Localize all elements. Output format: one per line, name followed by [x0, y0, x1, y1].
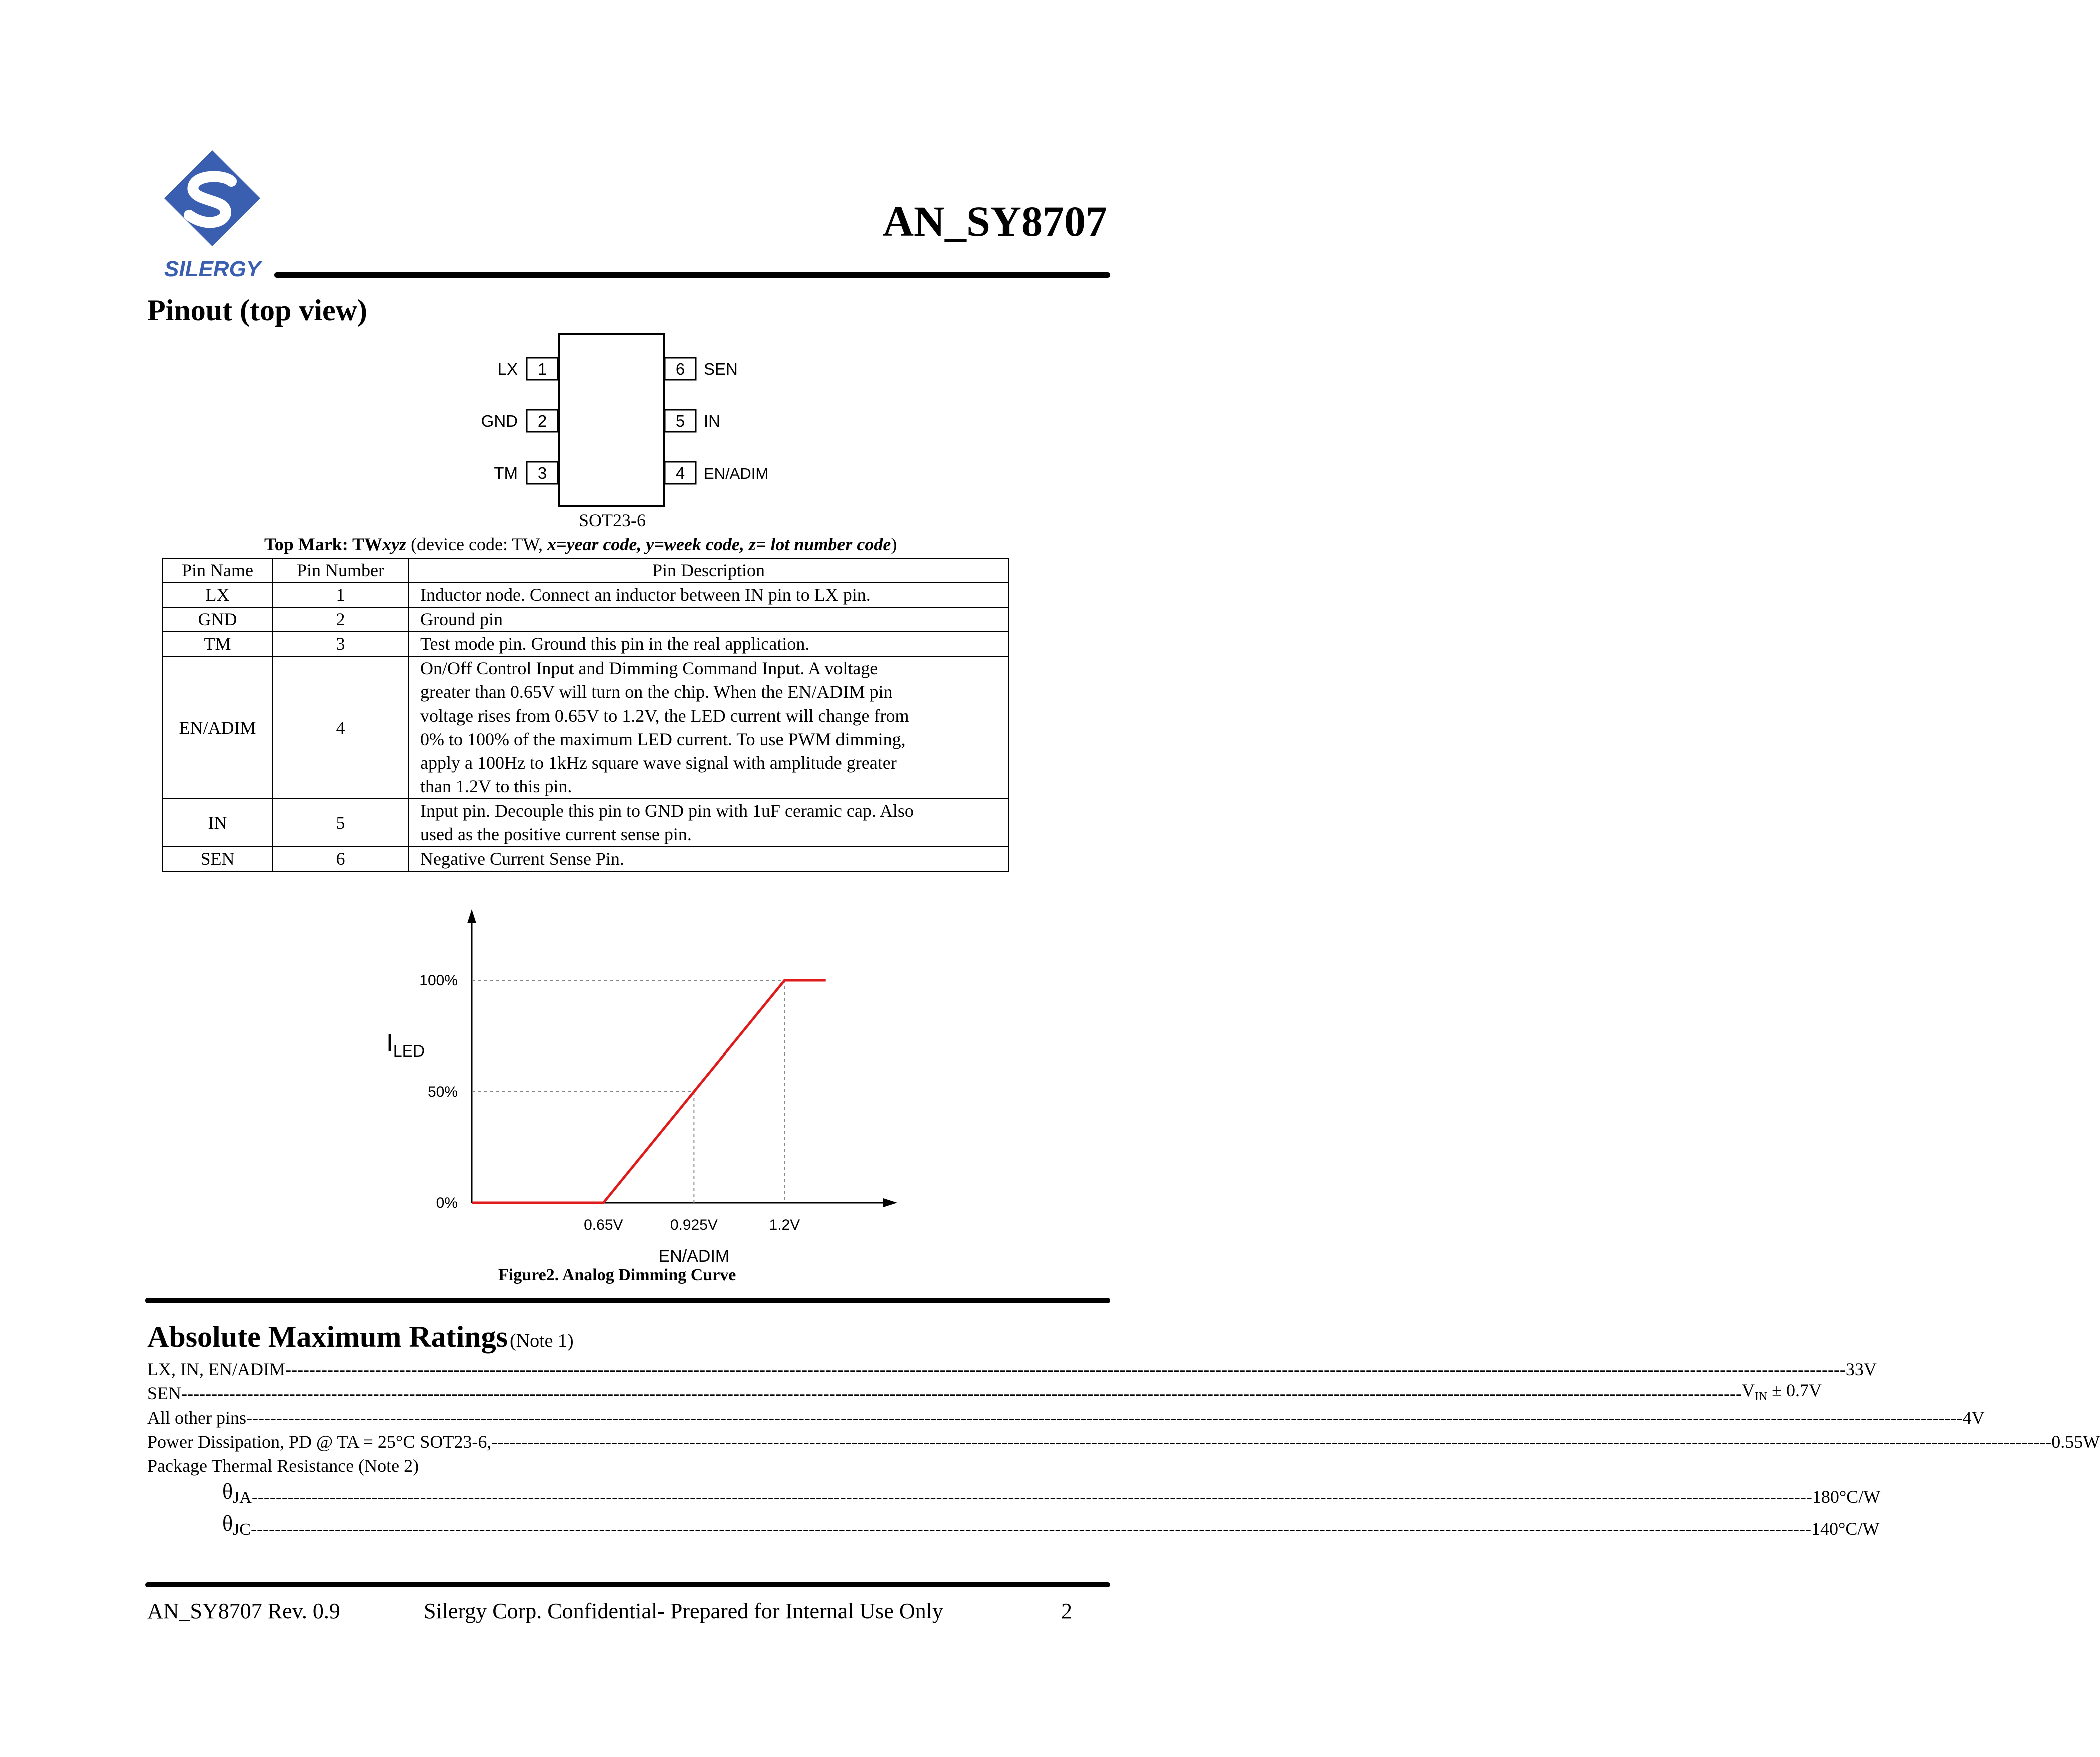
pin-5 — [665, 410, 720, 432]
footer-page-number: 2 — [1061, 1599, 1072, 1623]
doc-id: AN_SY8707 — [882, 197, 1107, 245]
theta-symbol: θ — [222, 1511, 233, 1536]
rating-label: LX, IN, EN/ADIM — [147, 1359, 285, 1379]
pin-3 — [494, 462, 558, 484]
theta-sub: JC — [233, 1520, 251, 1539]
pin-label: TM — [494, 464, 518, 482]
pin-desc-cell — [408, 799, 1009, 847]
desc-line: Input pin. Decouple this pin to GND pin with 1uF ceramic cap. Also — [420, 801, 914, 821]
desc-line: used as the positive current sense pin. — [420, 824, 692, 844]
pin-name-cell: SEN — [162, 847, 273, 871]
chip-body — [559, 334, 664, 506]
pin-number-cell: 4 — [273, 656, 408, 799]
pin-desc-cell: Negative Current Sense Pin. — [408, 847, 1009, 871]
pin-num: 5 — [675, 412, 685, 430]
pin-name-cell: TM — [162, 632, 273, 656]
pin-num: 4 — [675, 464, 685, 482]
footer-confidential: Silergy Corp. Confidential- Prepared for Internal Use Only — [424, 1599, 943, 1623]
thermal-row — [222, 1479, 1881, 1507]
pin-name-cell: LX — [162, 583, 273, 607]
pin-number-cell: 1 — [273, 583, 408, 607]
pin-label: IN — [704, 412, 720, 430]
pin-name-cell: EN/ADIM — [162, 656, 273, 799]
package-label: SOT23-6 — [579, 510, 646, 530]
pinout-diagram — [451, 330, 801, 496]
pin-num: 2 — [537, 412, 547, 430]
pin-4 — [665, 462, 768, 484]
table-header-row — [162, 558, 1009, 583]
rating-label: Power Dissipation, PD @ TA = 25°C SOT23-6, — [147, 1432, 492, 1452]
x-tick-label: 1.2V — [769, 1217, 800, 1233]
thermal-row — [222, 1511, 1880, 1539]
pin-6 — [665, 358, 738, 380]
dash-leader: -------------------------------------------------------------------------------------------------------------------------------------------------------------------------------------------------------------------------------------------------------------------- — [285, 1359, 1846, 1379]
rating-label: All other pins-------------------------- — [147, 1408, 402, 1428]
pin-desc-cell: Inductor node. Connect an inductor between IN pin to LX pin. — [408, 583, 1009, 607]
pin-label: LX — [497, 360, 518, 378]
dash-leader: -------------------------------------------------------------------------------------------------------------------------------------------------------------------------------------------------------------------------------------------------------------------- — [491, 1432, 2052, 1452]
x-tick-label: 0.925V — [670, 1217, 718, 1233]
top-mark-label: Top Mark: TW — [264, 534, 383, 554]
pin-label: SEN — [704, 360, 738, 378]
figure-caption: Figure2. Analog Dimming Curve — [498, 1266, 736, 1284]
pin-1 — [498, 358, 558, 380]
desc-line: voltage rises from 0.65V to 1.2V, the LED current will change from — [420, 706, 909, 726]
y-tick-label: 0% — [436, 1195, 458, 1211]
theta-symbol: θ — [222, 1479, 233, 1504]
x-axis-label: EN/ADIM — [658, 1247, 730, 1266]
pin-number-cell: 5 — [273, 799, 408, 847]
footer-doc-rev: AN_SY8707 Rev. 0.9 — [147, 1599, 340, 1623]
pin-name-cell: IN — [162, 799, 273, 847]
pin-num: 6 — [675, 360, 685, 378]
table-row — [162, 607, 1009, 632]
pin-number-cell: 2 — [273, 607, 408, 632]
thermal-value: 180°C/W — [1812, 1487, 1881, 1507]
top-mark-open: (device code: TW, — [406, 534, 547, 554]
rating-value: 33V — [1845, 1359, 1877, 1379]
ratings-heading-note: (Note 1) — [510, 1330, 574, 1351]
theta-sub: JA — [233, 1488, 252, 1507]
table-row — [162, 847, 1009, 871]
table-row — [162, 799, 1009, 847]
top-mark-close: ) — [891, 534, 897, 554]
rating-value: $V_{IN} \pm 0.7V$ — [1741, 1380, 1822, 1403]
rating-label: SEN — [147, 1383, 182, 1403]
dash-leader: -------------------------------------------------------------------------------------------------------------------------------------------------------------------------------------------------------------------------------------------------------------------- — [402, 1408, 1963, 1428]
silergy-logo-icon — [156, 145, 269, 285]
logo-text: SILERGY — [164, 257, 261, 281]
desc-line: than 1.2V to this pin. — [420, 776, 572, 796]
y-axis-arrow — [467, 909, 476, 923]
pin-label: EN/ADIM — [704, 465, 769, 482]
x-tick-label: 0.65V — [584, 1217, 623, 1233]
pin-table — [162, 558, 1009, 872]
thermal-label: Package Thermal Resistance (Note 2) — [147, 1456, 419, 1476]
y-tick-label: 100% — [419, 972, 458, 989]
pin-name-cell: GND — [162, 607, 273, 632]
table-row — [162, 583, 1009, 607]
table-row — [162, 632, 1009, 656]
pinout-heading: Pinout (top view) — [147, 294, 367, 327]
y-axis-label: $I_{LED}$ — [386, 1029, 425, 1060]
top-mark-codes: x=year code, y=week code, z= lot number code — [547, 534, 891, 554]
pin-num: 1 — [537, 360, 547, 378]
pin-num: 3 — [537, 464, 547, 482]
table-header: Pin Number — [273, 558, 408, 583]
rating-value: 0.55W — [2051, 1432, 2100, 1452]
rating-value: 4V — [1962, 1408, 1985, 1428]
pin-number-cell: 6 — [273, 847, 408, 871]
footer-rule — [145, 1582, 1110, 1587]
table-header: Pin Description — [408, 558, 1009, 583]
rating-row — [147, 1428, 2100, 1452]
table-header: Pin Name — [162, 558, 273, 583]
dash-leader: -------------------------------------------------------------------------------------------------------------------------------------------------------------------------------------------------------------------------------------------------------------------- — [181, 1383, 1742, 1403]
ratings-heading: Absolute Maximum Ratings — [147, 1320, 508, 1353]
rating-row — [147, 1380, 1822, 1404]
thermal-value: 140°C/W — [1811, 1519, 1880, 1539]
ratings-heading-line — [147, 1320, 574, 1354]
pin-desc-cell: Test mode pin. Ground this pin in the real application. — [408, 632, 1009, 656]
desc-line: apply a 100Hz to 1kHz square wave signal with amplitude greater — [420, 753, 897, 773]
dash-leader: -------------------------------------------------------------------------------------------------------------------------------------------------------------------------------------------------------------------------------------------------------------------- — [251, 1487, 1812, 1507]
rating-row — [147, 1356, 1877, 1380]
desc-line: On/Off Control Input and Dimming Command Input. A voltage — [420, 658, 878, 678]
dash-leader: -------------------------------------------------------------------------------------------------------------------------------------------------------------------------------------------------------------------------------------------------------------------- — [251, 1519, 1811, 1539]
rating-row — [147, 1404, 1985, 1428]
pin-2 — [481, 410, 558, 432]
dimming-curve-chart — [370, 906, 901, 1267]
section-rule — [145, 1298, 1110, 1303]
pin-label: GND — [481, 412, 518, 430]
silergy-logo — [156, 145, 269, 285]
header-rule — [274, 272, 1110, 278]
y-tick-label: 50% — [427, 1084, 458, 1100]
desc-line: greater than 0.65V will turn on the chip. When the EN/ADIM pin — [420, 682, 893, 702]
table-row — [162, 656, 1009, 799]
pin-desc-cell: Ground pin — [408, 607, 1009, 632]
desc-line: 0% to 100% of the maximum LED current. To use PWM dimming, — [420, 729, 906, 749]
top-mark-xyz: xyz — [382, 534, 407, 554]
pin-desc-cell — [408, 656, 1009, 799]
pin-number-cell: 3 — [273, 632, 408, 656]
top-mark-line — [264, 534, 897, 555]
x-axis-arrow — [883, 1198, 897, 1207]
